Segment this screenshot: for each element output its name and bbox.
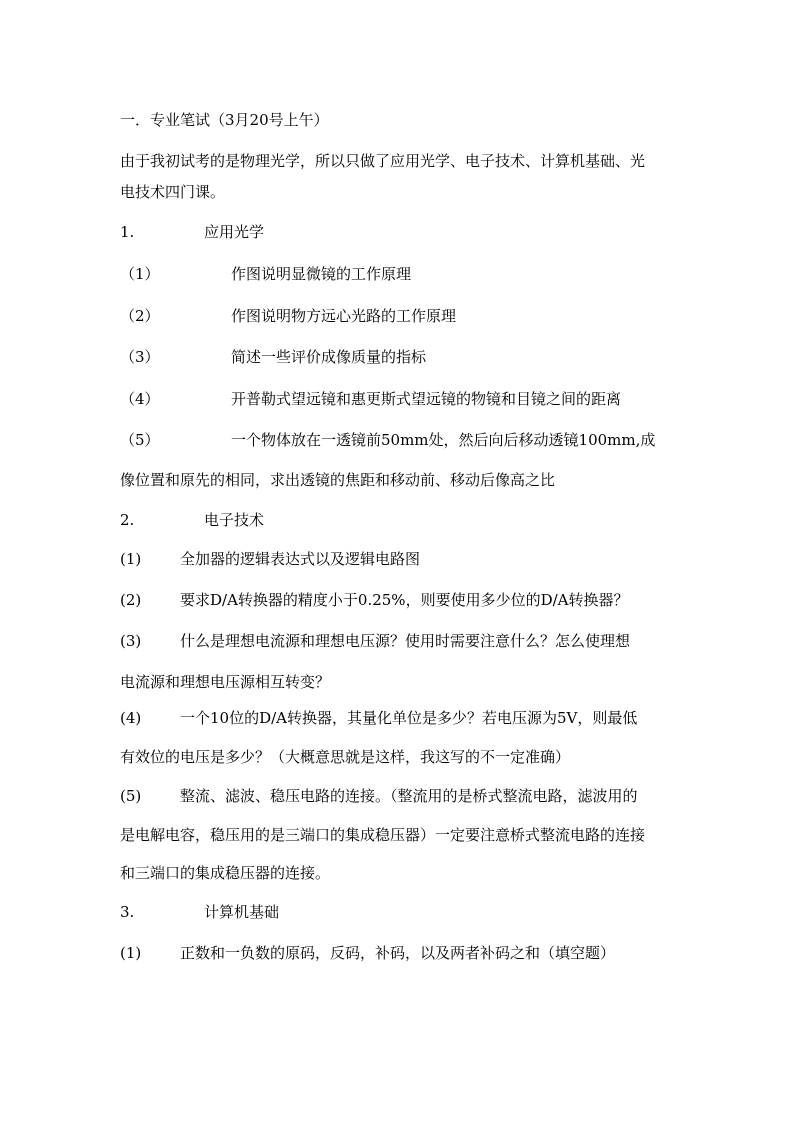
- list-item-continuation: 像位置和原先的相同，求出透镜的焦距和移动前、移动后像高之比: [120, 471, 556, 489]
- item-number: (4): [120, 709, 142, 727]
- section-heading: 一．专业笔试（3月20号上午）: [120, 111, 329, 129]
- intro-line-1: 由于我初试考的是物理光学，所以只做了应用光学、电子技术、计算机基础、光: [120, 152, 646, 170]
- item-text: 简述一些评价成像质量的指标: [231, 348, 427, 366]
- item-number: (5): [120, 787, 142, 805]
- item-number: (3): [120, 632, 142, 650]
- item-number: （2）: [120, 307, 160, 325]
- item-text: 正数和一负数的原码，反码，补码，以及两者补码之和（填空题）: [180, 944, 616, 962]
- intro-line-2: 电技术四门课。: [120, 183, 226, 201]
- section-title: 电子技术: [204, 511, 265, 529]
- list-item-continuation: 电流源和理想电压源相互转变？: [120, 673, 331, 691]
- item-number: （1）: [120, 265, 160, 283]
- item-number: （4）: [120, 390, 160, 408]
- item-text: 全加器的逻辑表达式以及逻辑电路图: [180, 550, 421, 568]
- list-item-continuation: 有效位的电压是多少？（大概意思就是这样，我这写的不一定准确）: [120, 748, 571, 766]
- section-number: 2.: [120, 511, 135, 529]
- item-number: (2): [120, 591, 142, 609]
- item-text: 开普勒式望远镜和惠更斯式望远镜的物镜和目镜之间的距离: [231, 390, 622, 408]
- list-item-continuation: 和三端口的集成稳压器的连接。: [120, 864, 331, 882]
- section-title: 应用光学: [204, 223, 265, 241]
- item-number: （5）: [120, 431, 160, 449]
- item-number: （3）: [120, 348, 160, 366]
- item-text: 作图说明显微镜的工作原理: [231, 265, 412, 283]
- list-item-continuation: 是电解电容，稳压用的是三端口的集成稳压器）一定要注意桥式整流电路的连接: [120, 826, 646, 844]
- section-title: 计算机基础: [204, 903, 280, 921]
- item-number: (1): [120, 550, 142, 568]
- item-text: 要求D/A转换器的精度小于0.25%，则要使用多少位的D/A转换器？: [180, 591, 629, 609]
- item-text: 一个物体放在一透镜前50mm处，然后向后移动透镜100mm,成: [231, 431, 656, 449]
- item-text: 一个10位的D/A转换器，其量化单位是多少？若电压源为5V，则最低: [180, 709, 638, 727]
- item-number: (1): [120, 944, 142, 962]
- item-text: 整流、滤波、稳压电路的连接。（整流用的是桥式整流电路，滤波用的: [180, 787, 638, 805]
- section-number: 3.: [120, 903, 135, 921]
- item-text: 作图说明物方远心光路的工作原理: [231, 307, 457, 325]
- item-text: 什么是理想电流源和理想电压源？使用时需要注意什么？怎么使理想: [180, 632, 631, 650]
- section-number: 1.: [120, 223, 135, 241]
